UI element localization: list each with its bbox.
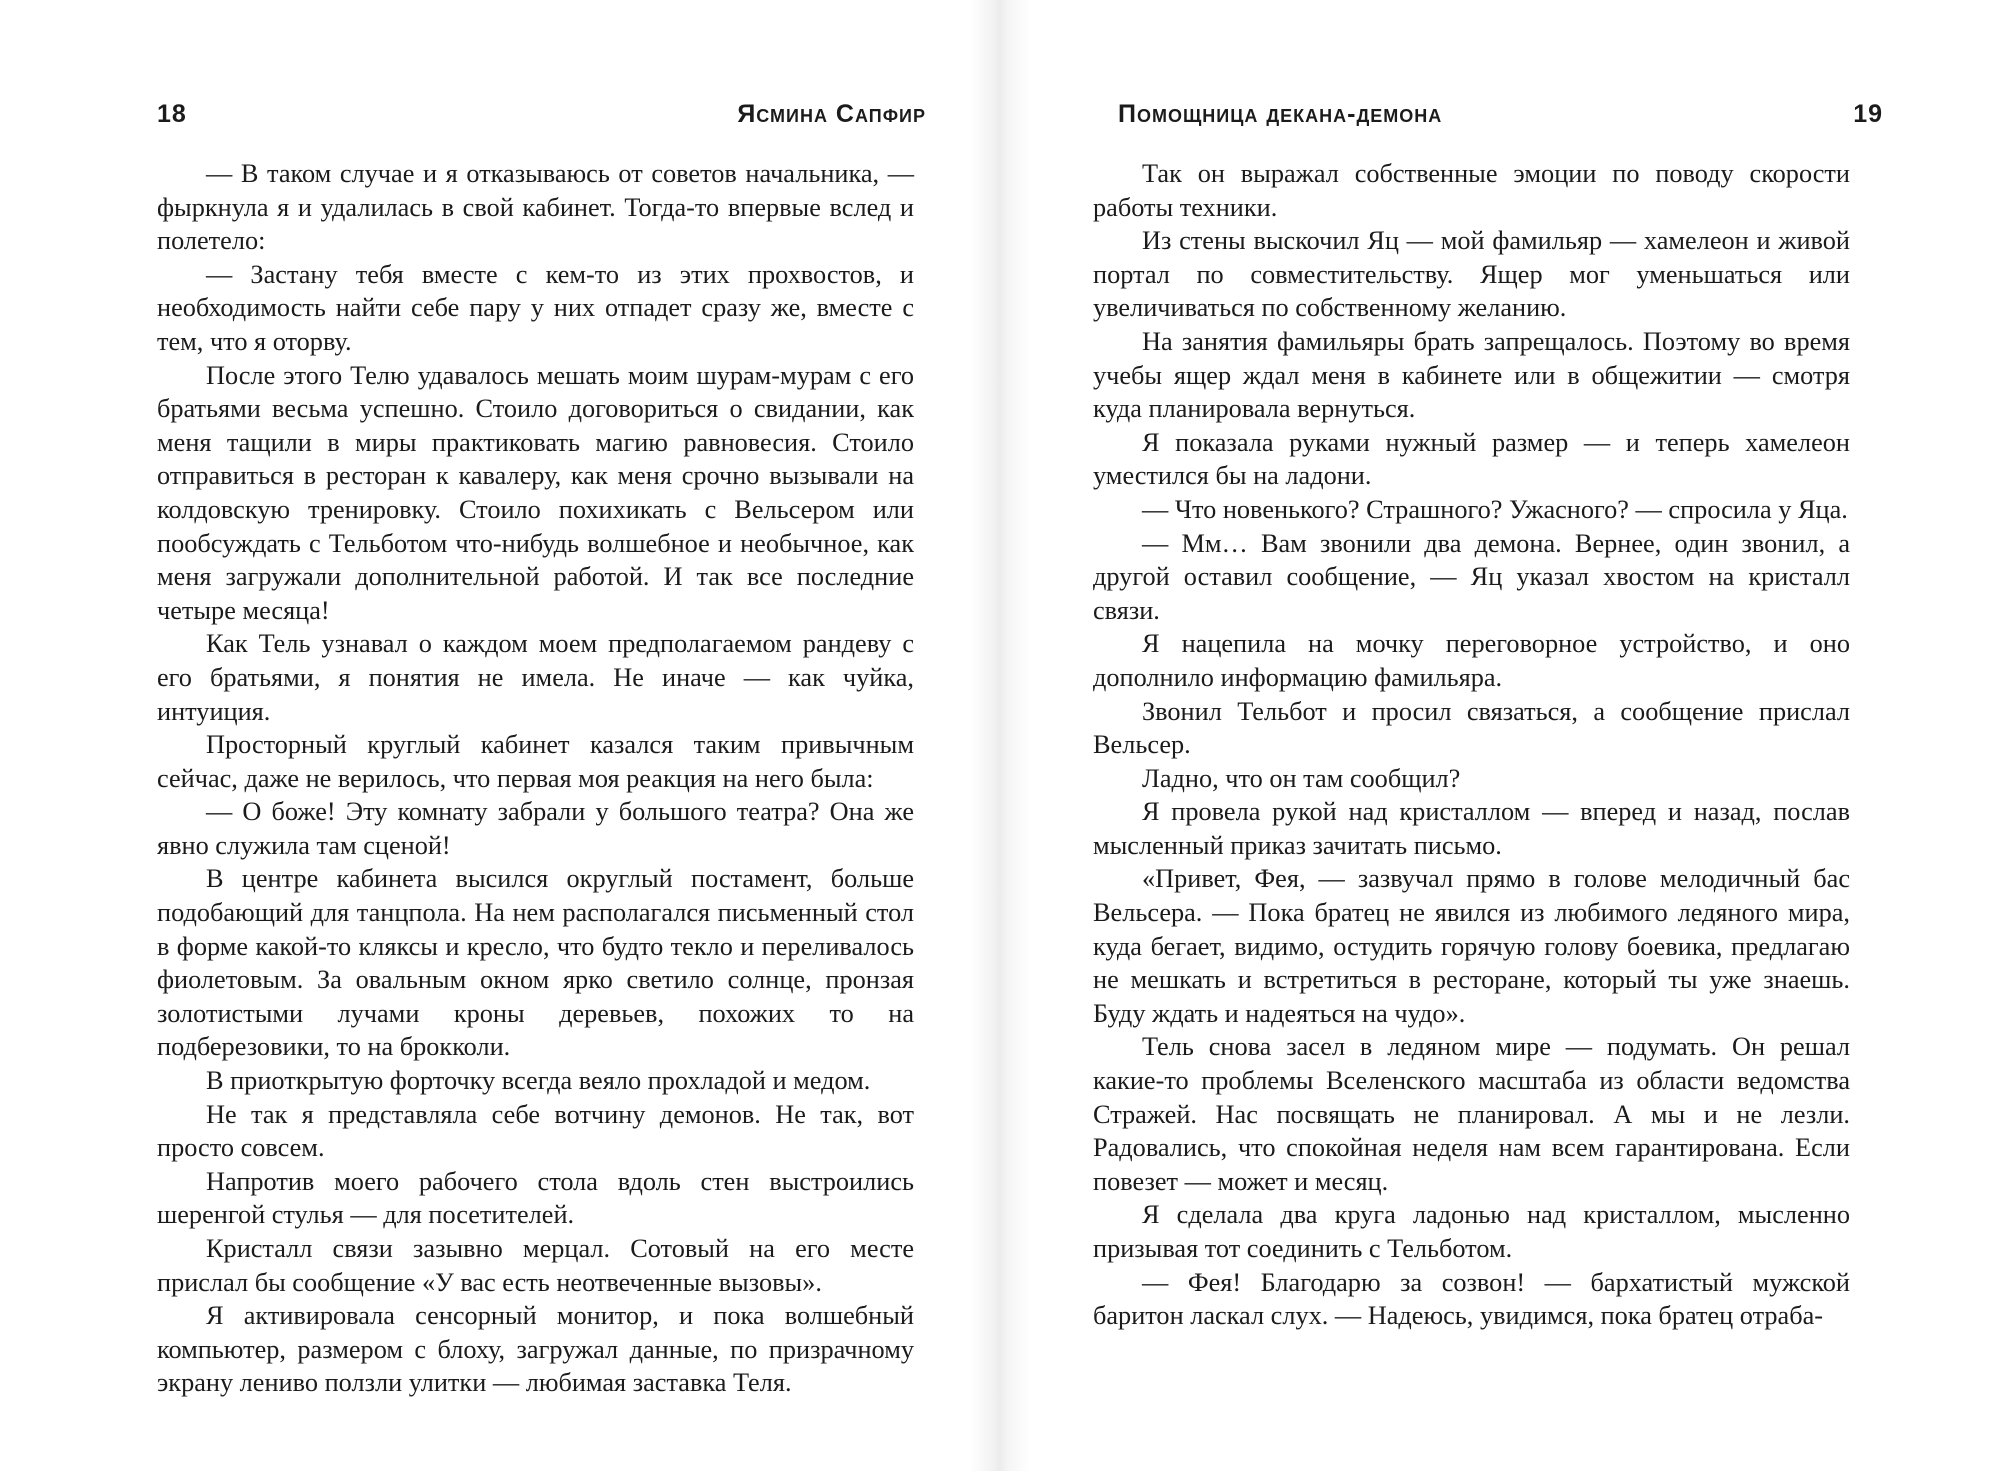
paragraph: Не так я представляла себе вотчину демонов. Не так, вот просто совсем. (157, 1099, 914, 1163)
paragraph: — В таком случае и я отказываюсь от советов начальника, — фыркнула я и удалилась в свой кабинет. Тогда-то впервые вслед и полетело: (157, 159, 914, 256)
right-page (1000, 0, 2000, 1471)
paragraph: Я показала руками нужный размер — и теперь хамелеон уместился бы на ладони. (1093, 427, 1850, 491)
paragraph: Кристалл связи зазывно мерцал. Сотовый на его месте прислал бы сообщение «У вас есть неотвеченные вызовы». (157, 1234, 914, 1297)
paragraph: Просторный круглый кабинет казался таким привычным сейчас, даже не верилось, что первая моя реакция на него была: (157, 730, 914, 793)
paragraph: — Фея! Благодарю за созвон! — бархатистый мужской баритон ласкал слух. — Надеюсь, увидимся, пока братец отраба- (1093, 1267, 1850, 1331)
paragraph: «Привет, Фея, — зазвучал прямо в голове мелодичный бас Вельсера. — Пока братец не явился из любимого ледяного мира, куда бегает, видимо, остудить горячую голову боевика, предлагаю не мешкать и встретиться в ресторане, который ты уже знаешь. Буду ждать и надеяться на чудо». (1093, 864, 1850, 1028)
paragraph: — Мм… Вам звонили два демона. Вернее, один звонил, а другой оставил сообщение, — Яц указал хвостом на кристалл связи. (1093, 528, 1850, 625)
paragraph: Звонил Тельбот и просил связаться, а сообщение прислал Вельсер. (1093, 696, 1850, 760)
running-head-author: Ясмина Сапфир (737, 100, 926, 128)
right-page-text (1093, 157, 1850, 1333)
paragraph: Так он выражал собственные эмоции по поводу скорости работы техники. (1093, 159, 1850, 222)
running-head-book-title: Помощница декана-демона (1118, 100, 1443, 128)
paragraph: Я сделала два круга ладонью над кристаллом, мысленно призывая тот соединить с Тельботом. (1093, 1200, 1850, 1263)
paragraph: В приоткрытую форточку всегда веяло прохладой и медом. (206, 1066, 871, 1096)
paragraph: Я нацепила на мочку переговорное устройство, и оно дополнило информацию фамильяра. (1093, 629, 1850, 692)
paragraph: Напротив моего рабочего стола вдоль стен выстроились шеренгой стулья — для посетителей. (157, 1166, 914, 1230)
paragraph: Я провела рукой над кристаллом — вперед и назад, послав мысленный приказ зачитать письмо. (1093, 797, 1850, 860)
paragraph: Как Тель узнавал о каждом моем предполагаемом рандеву с его братьями, я понятия не имела. Не иначе — как чуйка, интуиция. (157, 629, 914, 726)
paragraph: Из стены выскочил Яц — мой фамильяр — хамелеон и живой портал по совместительству. Ящер мог уменьшаться или увеличиваться по собственному желанию. (1093, 226, 1850, 323)
paragraph: — Что новенького? Страшного? Ужасного? — спросила у Яца. (1142, 494, 1848, 524)
left-page-text (157, 157, 914, 1400)
paragraph: Я активировала сенсорный монитор, и пока волшебный компьютер, размером с блоху, загружал данные, по призрачному экрану лениво ползли улитки — любимая заставка Теля. (157, 1301, 914, 1398)
paragraph: Тель снова засел в ледяном мире — подумать. Он решал какие-то проблемы Вселенского масштаба из области ведомства Стражей. Нас посвящать не планировал. А мы и не лезли. Радовались, что спокойная неделя нам всем гарантирована. Если повезет — может и месяц. (1093, 1032, 1850, 1196)
page-number-left: 18 (157, 100, 187, 128)
paragraph: — О боже! Эту комнату забрали у большого театра? Она же явно служила там сценой! (157, 797, 914, 860)
paragraph: После этого Телю удавалось мешать моим шурам-мурам с его братьями весьма успешно. Стоило договориться о свидании, как меня тащили в миры практиковать магию равновесия. Стоило отправиться в ресторан к кавалеру, как меня срочно вызывали на колдовскую тренировку. Стоило похихикать с Вельсером или пообсуждать с Тельботом что-нибудь волшебное и необычное, как меня загружали дополнительной работой. И так все последние четыре месяца! (157, 360, 914, 625)
paragraph: В центре кабинета высился округлый постамент, больше подобающий для танцпола. На нем располагался письменный стол в форме какой-то кляксы и кресло, что будто текло и переливалось фиолетовым. За овальным окном ярко светило солнце, пронзая золотистыми лучами кроны деревьев, похожих то на подберезовики, то на брокколи. (157, 864, 914, 1062)
paragraph: — Застану тебя вместе с кем-то из этих прохвостов, и необходимость найти себе пару у них отпадет сразу же, вместе с тем, что я оторву. (157, 259, 914, 356)
paragraph: Ладно, что он там сообщил? (1142, 763, 1461, 793)
paragraph: На занятия фамильяры брать запрещалось. Поэтому во время учебы ящер ждал меня в кабинете или в общежитии — смотря куда планировала вернуться. (1093, 326, 1850, 424)
page-number-right: 19 (1853, 100, 1883, 128)
